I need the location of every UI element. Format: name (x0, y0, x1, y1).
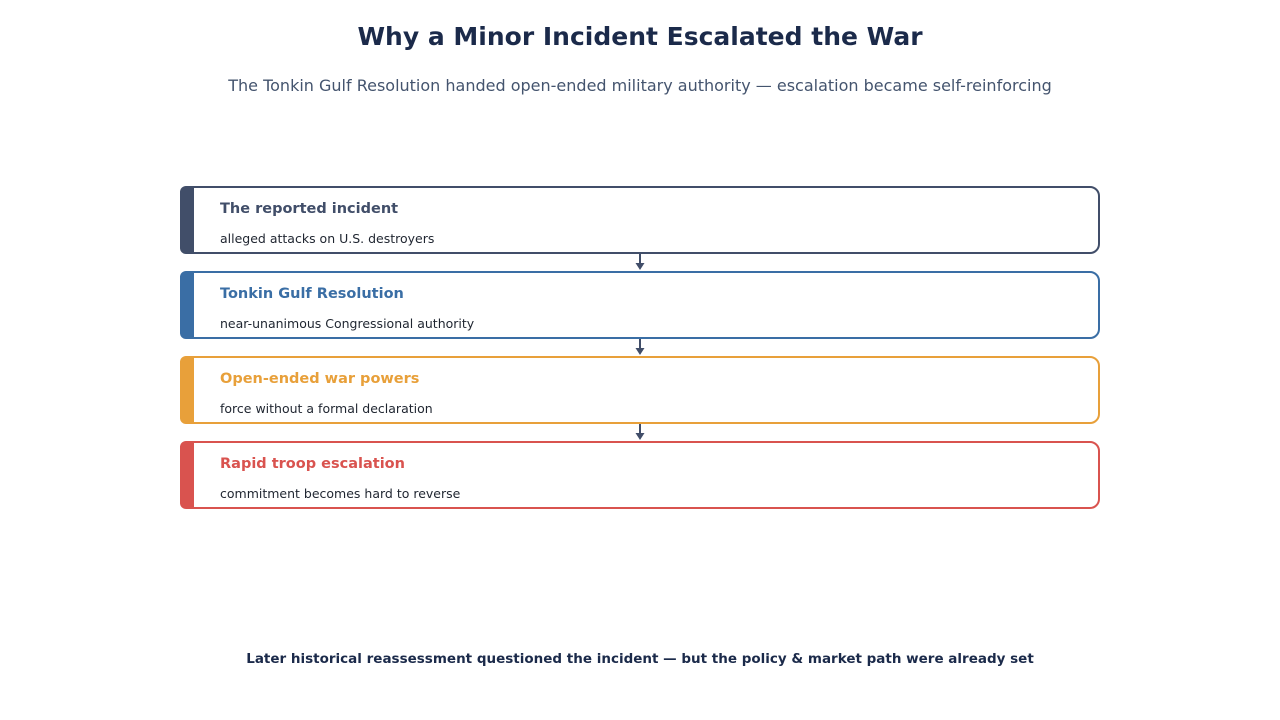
down-arrow-icon (634, 254, 646, 271)
step-title: Open-ended war powers (220, 371, 420, 387)
step-title: The reported incident (220, 201, 399, 217)
footer-note: Later historical reassessment questioned the incident — but the policy & market path were already set (246, 651, 1034, 667)
step-description: near-unanimous Congressional authority (220, 316, 475, 331)
step-tonkin-gulf-resolution (180, 271, 1100, 339)
down-arrow-icon (634, 339, 646, 356)
step-accent-bar (180, 186, 194, 254)
step-reported-incident (180, 186, 1100, 254)
step-accent-bar (180, 441, 194, 509)
step-title: Rapid troop escalation (220, 456, 405, 472)
page-title: Why a Minor Incident Escalated the War (357, 22, 923, 51)
step-open-ended-war-powers (180, 356, 1100, 424)
step-accent-bar (180, 271, 194, 339)
down-arrow-icon (634, 424, 646, 441)
step-title: Tonkin Gulf Resolution (220, 286, 404, 302)
step-description: alleged attacks on U.S. destroyers (220, 231, 435, 246)
page-subtitle: The Tonkin Gulf Resolution handed open-ended military authority — escalation became self-reinforcing (228, 76, 1052, 95)
step-description: commitment becomes hard to reverse (220, 486, 461, 501)
step-accent-bar (180, 356, 194, 424)
step-rapid-troop-escalation (180, 441, 1100, 509)
step-description: force without a formal declaration (220, 401, 433, 416)
